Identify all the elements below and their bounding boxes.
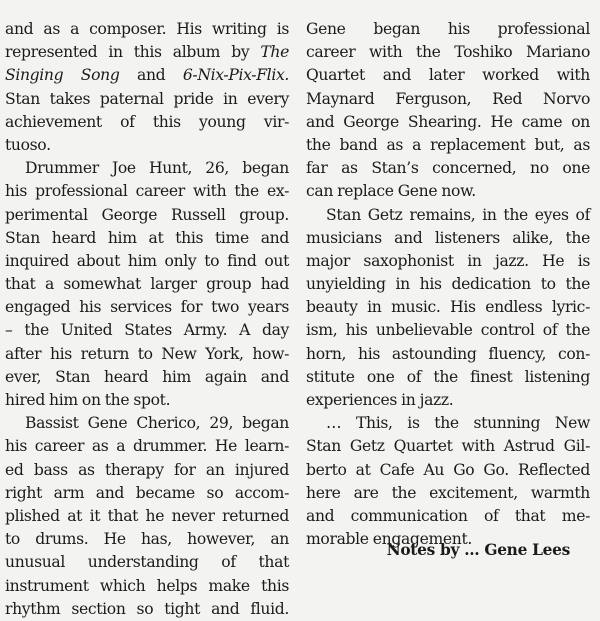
text-line: Quartet and later worked with xyxy=(306,66,590,85)
text-line: and George Shearing. He came on xyxy=(306,112,590,131)
text-line: Stan Getz Quartet with Astrud Gil- xyxy=(306,437,590,456)
album-title-italic: The xyxy=(260,43,289,62)
text-line: and communication of that me- xyxy=(306,506,590,525)
text-line: unusual understanding of that xyxy=(5,553,289,572)
text-line: that a somewhat larger group had xyxy=(5,275,289,294)
text-line: major saxophonist in jazz. He is xyxy=(306,251,590,270)
text-line: unyielding in his dedication to the xyxy=(306,275,590,294)
text-line: Maynard Ferguson, Red Norvo xyxy=(306,89,590,108)
left-column xyxy=(5,18,289,621)
text-line: … This, is the stunning New xyxy=(326,414,590,433)
text-line: Stan Getz remains, in the eyes of xyxy=(326,205,590,224)
text-line: inquired about him only to find out xyxy=(5,251,289,270)
text-line: his career as a drummer. He learn- xyxy=(5,437,289,456)
text-line: stitute one of the finest listening xyxy=(306,367,590,386)
text-line: after his return to New York, how- xyxy=(5,344,289,363)
notes-signature: Notes by … Gene Lees xyxy=(386,541,570,559)
text-line: ism, his unbelievable control of the xyxy=(306,321,590,340)
text-line: engaged his services for two years xyxy=(5,298,289,317)
text-line: here are the excitement, warmth xyxy=(306,483,590,502)
text-line: the band as a replacement but, as xyxy=(306,135,590,154)
text-line: far as Stan’s concerned, no one xyxy=(306,159,590,178)
text-line: his professional career with the ex- xyxy=(5,182,289,201)
text-line: career with the Toshiko Mariano xyxy=(306,43,590,62)
text-line: ed bass as therapy for an injured xyxy=(5,460,289,479)
text-line: achievement of this young vir- xyxy=(5,112,289,131)
text-line: right arm and became so accom- xyxy=(5,483,289,502)
text-line: perimental George Russell group. xyxy=(5,205,289,224)
text-line: horn, his astounding fluency, con- xyxy=(306,344,590,363)
text-line: Stan takes paternal pride in every xyxy=(5,89,289,108)
text-line: Singing Song and 6-Nix-Pix-Flix. xyxy=(5,66,290,85)
text-line: rhythm section so tight and fluid. xyxy=(5,599,289,618)
text-line: ever, Stan heard him again and xyxy=(5,367,289,386)
text-line: hired him on the spot. xyxy=(5,391,171,409)
text-line: morable engagement. xyxy=(306,530,472,549)
text-line: beauty in music. His endless lyric- xyxy=(306,298,590,317)
text-line: plished at it that he never returned xyxy=(5,506,289,525)
text-line: berto at Cafe Au Go Go. Reflected xyxy=(306,460,590,479)
text-line: tuoso. xyxy=(5,135,51,154)
song-title-italic: 6-Nix-Pix-Flix. xyxy=(182,66,290,85)
song-title-italic: Singing Song xyxy=(5,66,120,85)
text-line: Bassist Gene Cherico, 29, began xyxy=(25,414,289,433)
text-line: musicians and listeners alike, the xyxy=(306,228,590,247)
text-line: and as a composer. His writing is xyxy=(5,20,289,38)
text-line: Stan heard him at this time and xyxy=(5,228,289,247)
text-line: Gene began his professional xyxy=(306,20,590,38)
text-line: to drums. He has, however, an xyxy=(5,530,289,549)
text-line: experiences in jazz. xyxy=(306,391,454,409)
text-line: represented in this album by The xyxy=(5,43,289,62)
text-line: – the United States Army. A day xyxy=(5,321,289,340)
text-line: can replace Gene now. xyxy=(306,182,476,201)
right-column xyxy=(306,18,590,551)
text-line: Drummer Joe Hunt, 26, began xyxy=(25,159,289,178)
text-line: instrument which helps make this xyxy=(5,576,289,595)
